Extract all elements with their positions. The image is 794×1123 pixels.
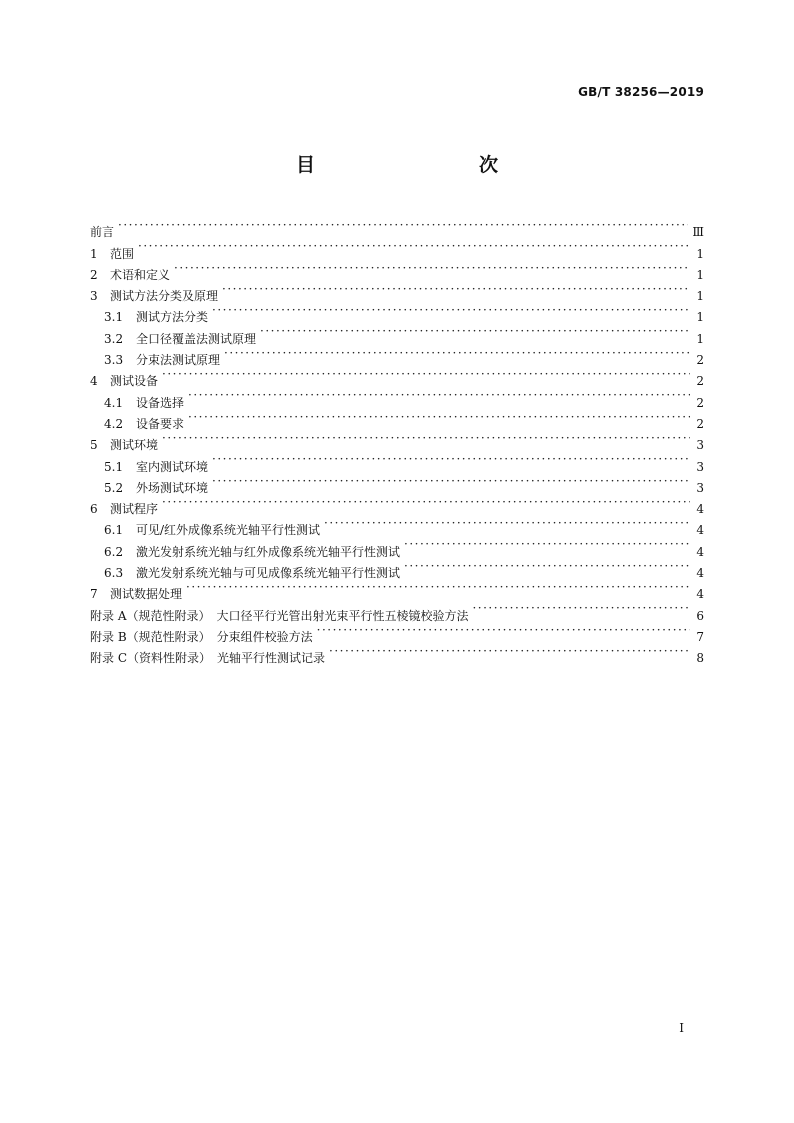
toc-entry-page: 2 — [696, 416, 704, 431]
toc-entry-title: 术语和定义 — [110, 267, 171, 282]
toc-entry-page: 4 — [696, 502, 704, 517]
toc-entry-title: 前言 — [90, 225, 115, 240]
toc-entry-number: 6 — [90, 502, 98, 517]
toc-entry-title: 设备选择 — [136, 395, 185, 410]
toc-entry[interactable] — [90, 215, 704, 240]
toc-leader-dots — [212, 449, 690, 470]
toc-entry-page: 1 — [696, 246, 704, 261]
toc-entry[interactable] — [90, 513, 704, 538]
page-number: Ⅰ — [679, 1021, 684, 1035]
toc-entry-title: 测试数据处理 — [110, 587, 183, 602]
toc-entry-number: 7 — [90, 587, 98, 602]
toc-leader-dots — [188, 407, 690, 428]
toc-leader-dots — [212, 471, 690, 492]
toc-entry-title: 测试环境 — [110, 438, 159, 453]
toc-leader-dots — [329, 641, 690, 662]
toc-entry-title: 测试设备 — [110, 374, 159, 389]
toc-entry-title: 外场测试环境 — [136, 480, 209, 495]
toc-leader-dots — [162, 364, 690, 385]
toc-entry-page: 4 — [696, 544, 704, 559]
toc-leader-dots — [324, 513, 690, 534]
toc-entry-number: 4.2 — [104, 416, 124, 431]
toc-entry-number: 1 — [90, 246, 98, 261]
standard-number: GB/T 38256—2019 — [578, 85, 704, 99]
toc-entry-title: 激光发射系统光轴与可见成像系统光轴平行性测试 — [136, 566, 401, 581]
toc-entry-page: 4 — [696, 566, 704, 581]
toc-entry-number: 3.2 — [104, 331, 124, 346]
toc-entry-number: 4.1 — [104, 395, 124, 410]
toc-entry-number: 3 — [90, 289, 98, 304]
toc-entry-title: 范围 — [110, 246, 135, 261]
toc-entry[interactable] — [90, 258, 704, 282]
toc-entry[interactable] — [90, 236, 704, 261]
toc-entry-page: 4 — [696, 587, 704, 602]
toc-entry-page: 7 — [696, 629, 704, 644]
toc-entry-title: 测试方法分类及原理 — [110, 289, 219, 304]
toc-entry-number: 4 — [90, 374, 98, 389]
toc-leader-dots — [188, 385, 690, 406]
toc-entry-number: 5 — [90, 438, 98, 453]
toc-entry-page: 3 — [696, 480, 704, 495]
toc-entry-title: 设备要求 — [136, 416, 185, 431]
toc-entry-page: 2 — [696, 374, 704, 389]
toc-entry-title: 激光发射系统光轴与红外成像系统光轴平行性测试 — [136, 544, 401, 559]
toc-entry-title: 可见/红外成像系统光轴平行性测试 — [136, 523, 321, 538]
toc-entry-title: 附录 A（规范性附录） 大口径平行光管出射光束平行性五棱镜校验方法 — [90, 608, 469, 623]
toc-leader-dots — [404, 534, 690, 555]
toc-leader-dots — [162, 492, 690, 513]
toc-entry-page: 2 — [696, 395, 704, 410]
toc-entry[interactable] — [90, 492, 704, 517]
toc-leader-dots — [404, 556, 690, 577]
toc-entry-page: 4 — [696, 523, 704, 538]
toc-entry-title: 分束法测试原理 — [136, 353, 221, 368]
toc-entry[interactable] — [90, 385, 704, 410]
toc-entry-number: 6.2 — [104, 544, 124, 559]
toc-entry[interactable] — [90, 364, 704, 389]
toc-entry-page: 3 — [696, 438, 704, 453]
toc-entry[interactable] — [90, 279, 704, 304]
toc-entry[interactable] — [90, 449, 704, 474]
toc-leader-dots — [260, 321, 690, 342]
toc-entry-page: 1 — [696, 289, 704, 304]
toc-entry-page: Ⅲ — [692, 225, 704, 240]
toc-entry-page: 1 — [696, 310, 704, 325]
toc-entry-page: 2 — [696, 353, 704, 368]
toc-entry-title: 测试程序 — [110, 502, 159, 517]
toc-entry-number: 5.1 — [104, 459, 124, 474]
toc-leader-dots — [224, 343, 690, 364]
toc-leader-dots — [118, 215, 688, 236]
toc-entry-number: 2 — [90, 267, 98, 282]
toc-entry-title: 室内测试环境 — [136, 459, 209, 474]
toc-leader-dots — [212, 300, 690, 321]
toc-entry-number: 3.3 — [104, 353, 124, 368]
toc-entry-page: 1 — [696, 267, 704, 282]
toc-entry-page: 6 — [696, 608, 704, 623]
toc-entry-page: 1 — [696, 331, 704, 346]
toc-leader-dots — [138, 236, 690, 257]
toc-leader-dots — [222, 279, 690, 300]
toc-leader-dots — [317, 620, 690, 641]
toc-entry-number: 5.2 — [104, 480, 124, 495]
toc-leader-dots — [174, 258, 690, 279]
toc-entry-number: 3.1 — [104, 310, 124, 325]
toc-entry-page: 3 — [696, 459, 704, 474]
toc-leader-dots — [472, 598, 690, 619]
toc-entry-number: 6.1 — [104, 523, 124, 538]
table-of-contents — [90, 215, 704, 666]
toc-entry-number: 6.3 — [104, 566, 124, 581]
toc-entry-title: 全口径覆盖法测试原理 — [136, 331, 257, 346]
toc-leader-dots — [162, 428, 690, 449]
toc-entry-page: 8 — [696, 651, 704, 666]
toc-leader-dots — [186, 577, 690, 598]
toc-entry-title: 测试方法分类 — [136, 310, 209, 325]
page-title: 目 次 — [295, 154, 540, 176]
toc-entry-title: 附录 B（规范性附录） 分束组件校验方法 — [90, 629, 313, 644]
toc-entry-title: 附录 C（资料性附录） 光轴平行性测试记录 — [90, 651, 325, 666]
toc-entry[interactable] — [90, 428, 704, 453]
